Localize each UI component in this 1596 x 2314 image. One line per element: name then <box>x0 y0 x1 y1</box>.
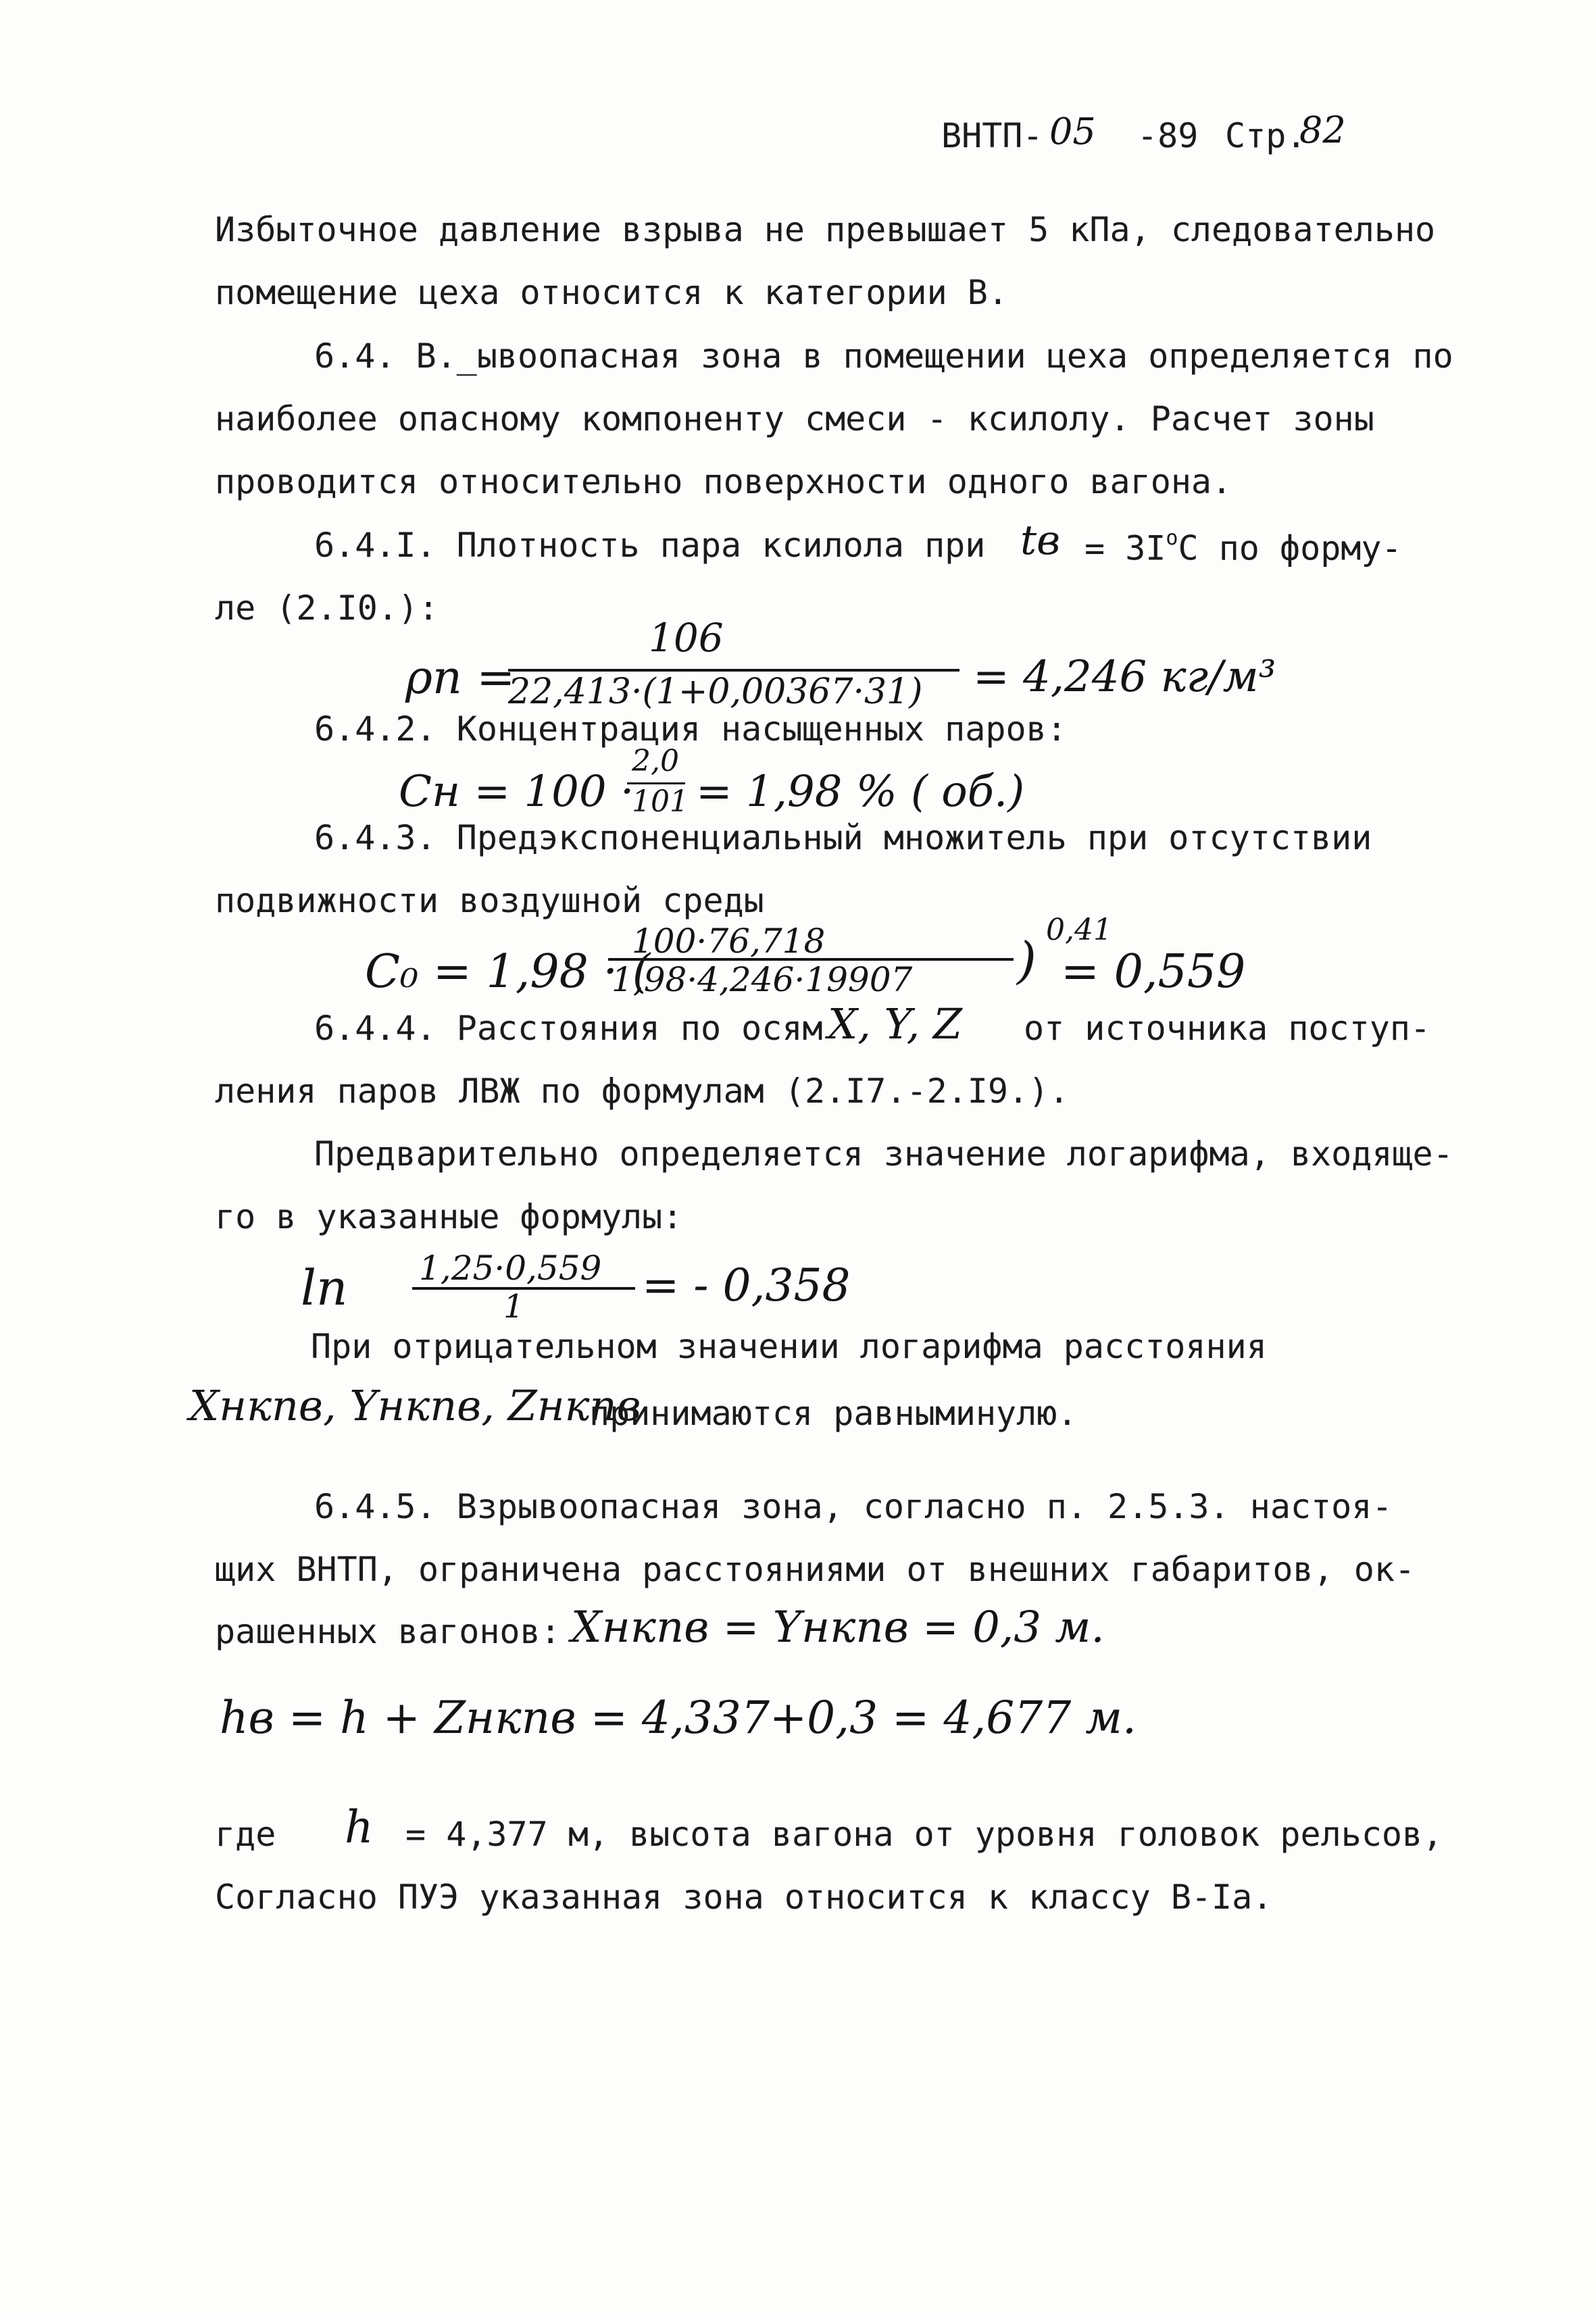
header-code: ВНТП- <box>941 116 1043 155</box>
ln-denominator: 1 <box>503 1288 524 1326</box>
text-line-10: подвижности воздушной среды <box>215 881 764 920</box>
cn-result: = 1,98 % ( об.) <box>696 767 1025 817</box>
c0-denominator: 1,98·4,246·19907 <box>612 960 913 999</box>
text-line-20: где <box>215 1815 276 1854</box>
text-line-11: 6.4.4. Расстояния по осям <box>314 1009 823 1048</box>
cn-numerator: 2,0 <box>632 744 679 778</box>
header-page-number: 82 <box>1299 109 1346 151</box>
distance-names: Xнкпв, Yнкпв, Zнкпв <box>189 1381 641 1430</box>
ln-numerator: 1,25·0,559 <box>419 1249 602 1288</box>
text-line-17: 6.4.5. Взрывоопасная зона, согласно п. 2.5.3. настоя- <box>314 1487 1393 1526</box>
header-page-label: Стр. <box>1225 116 1307 155</box>
c0-exponent: 0,41 <box>1046 913 1112 947</box>
text-line-4: наиболее опасному компоненту смеси - ксилолу. Расчет зоны <box>215 399 1374 438</box>
c0-numerator: 100·76,718 <box>632 922 826 961</box>
xy-equation: Xнкпв = Yнкпв = 0,3 м. <box>571 1603 1105 1653</box>
header-number: 05 <box>1049 110 1096 153</box>
axes-xyz: X, Y, Z <box>828 999 962 1049</box>
cn-lhs: Cн = 100 · <box>399 767 634 817</box>
text-line-8: 6.4.2. Концентрация насыщенных паров: <box>314 709 1067 749</box>
rho-lhs: ρп = <box>405 651 516 705</box>
text-line-16: принимаются равныминулю. <box>589 1394 1078 1433</box>
c0-lhs: C₀ = 1,98 · ( <box>365 945 651 999</box>
text-line-6: 6.4.I. Плотность пара ксилола при <box>314 526 986 565</box>
cn-denominator: 101 <box>632 784 689 819</box>
ln-lhs: ln <box>301 1259 348 1316</box>
temperature-symbol: tв <box>1020 517 1061 564</box>
text-line-20-end: = 4,377 м, высота вагона от уровня головок рельсов, <box>405 1815 1443 1854</box>
text-line-11-end: от источника поступ- <box>1024 1009 1431 1048</box>
rho-denominator: 22,413·(1+0,00367·31) <box>508 672 923 712</box>
text-line-18: щих ВНТП, ограничена расстояниями от внешних габаритов, ок- <box>215 1550 1416 1589</box>
text-line-19: рашенных вагонов: <box>215 1612 561 1651</box>
text-line-3: 6.4. В._ывоопасная зона в помещении цеха определяется по <box>314 336 1453 376</box>
header-year: -89 <box>1137 116 1199 155</box>
text-line-15: При отрицательном значении логарифма расстояния <box>311 1327 1267 1366</box>
text-line-12: ления паров ЛВЖ по формулам (2.I7.-2.I9.). <box>215 1072 1070 1111</box>
text-line-9: 6.4.3. Предэкспоненциальный множитель при отсутствии <box>314 818 1372 857</box>
hb-equation: hв = h + Zнкпв = 4,337+0,3 = 4,677 м. <box>220 1692 1137 1744</box>
text-line-21: Согласно ПУЭ указанная зона относится к классу В-Iа. <box>215 1878 1273 1917</box>
text-line-14: го в указанные формулы: <box>215 1197 683 1236</box>
c0-close-paren: ) <box>1017 932 1037 990</box>
c0-result: = 0,559 <box>1061 945 1246 999</box>
height-symbol: h <box>345 1801 374 1853</box>
text-line-1: Избыточное давление взрыва не превышает 5 кПа, следовательно <box>215 210 1436 249</box>
rho-result: = 4,246 кг/м³ <box>973 652 1276 702</box>
temperature-value: = $3I^oC$ по форму- <box>1084 526 1402 568</box>
text-line-5: проводится относительно поверхности одного вагона. <box>215 462 1232 501</box>
rho-numerator: 106 <box>649 615 724 661</box>
text-line-2: помещение цеха относится к категории В. <box>215 273 1008 312</box>
ln-result: = - 0,358 <box>642 1259 851 1311</box>
text-line-7: ле (2.I0.): <box>215 588 439 628</box>
text-line-13: Предварительно определяется значение логарифма, входяще- <box>314 1134 1453 1174</box>
